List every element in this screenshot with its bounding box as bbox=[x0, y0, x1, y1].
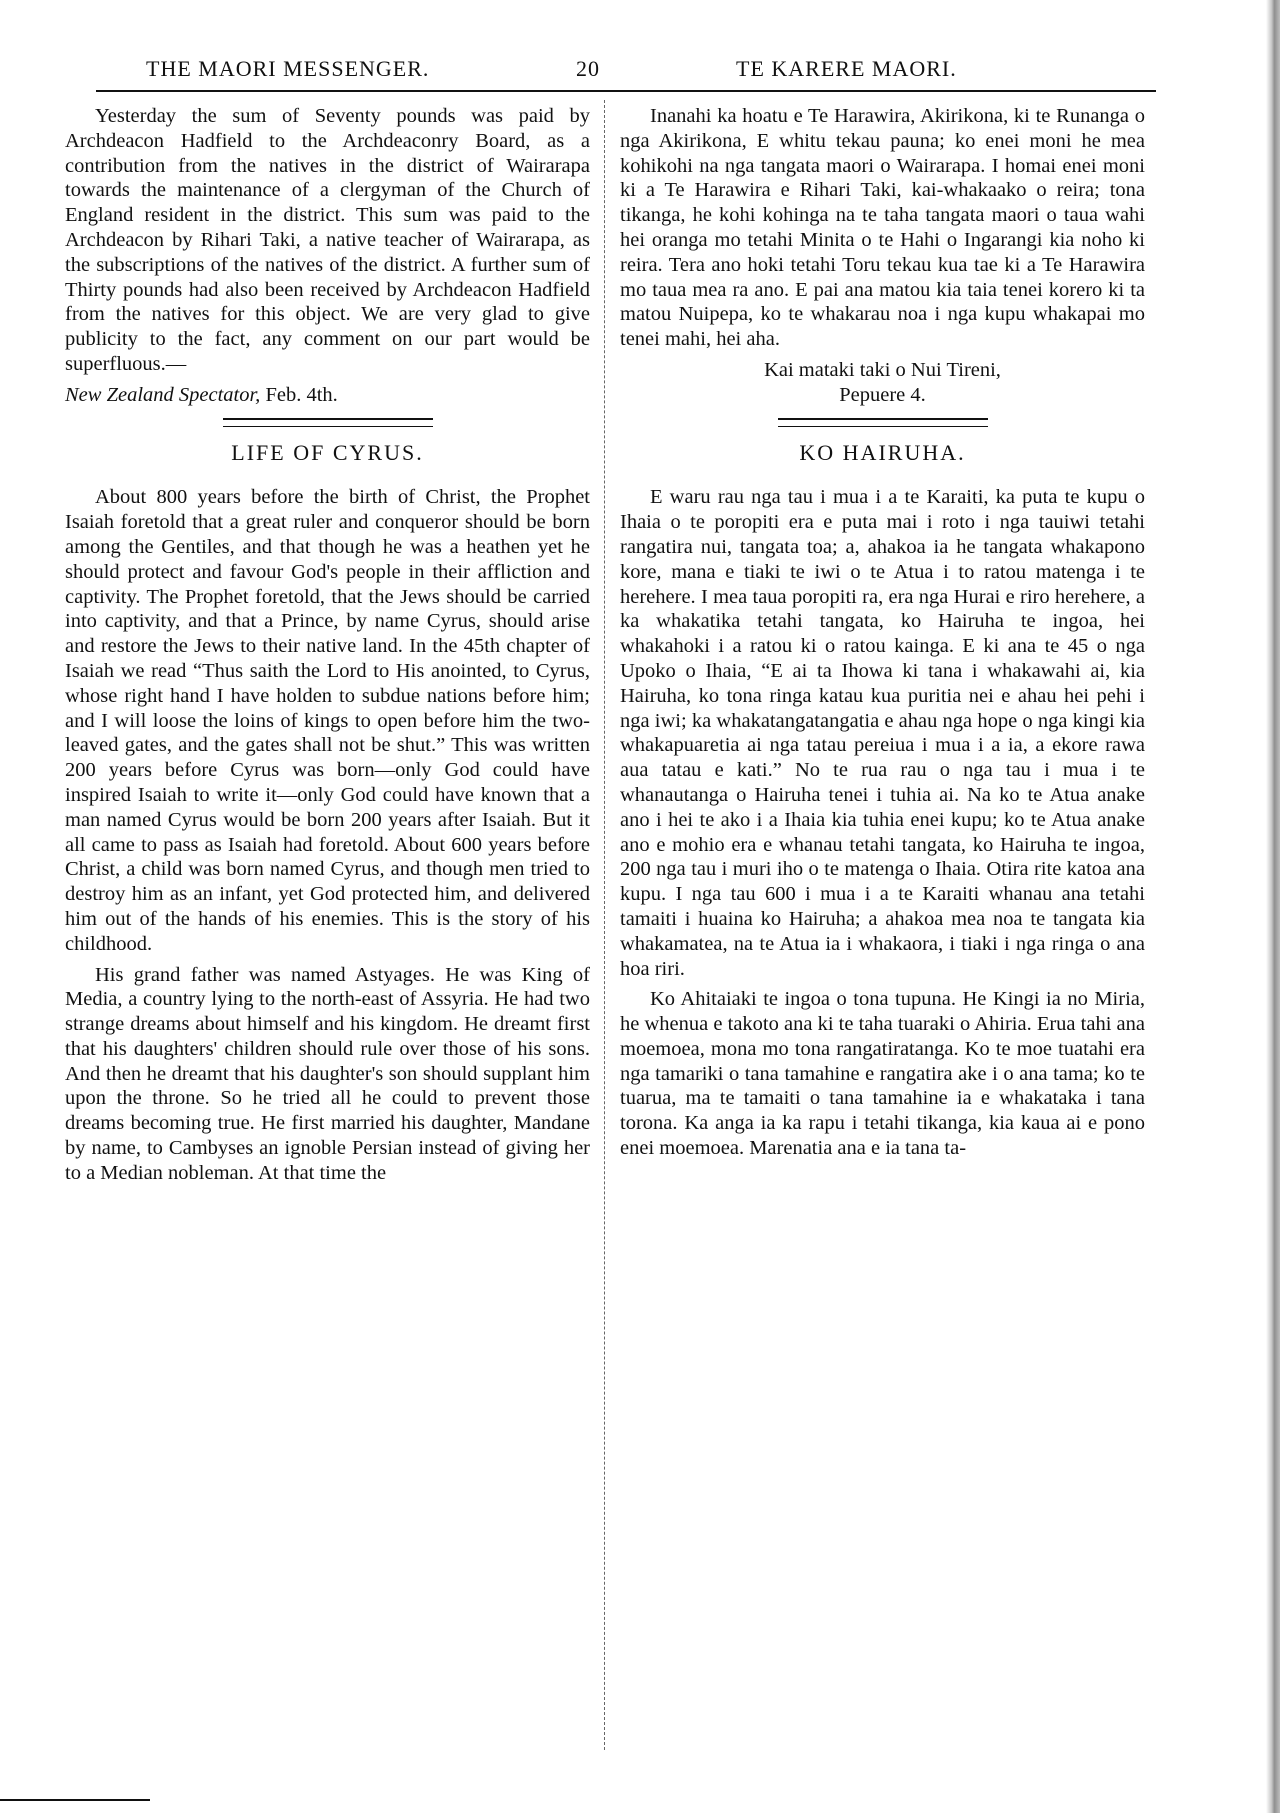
article-paragraph: Ko Ahitaiaki te ingoa o tona tupuna. He Kingi ia no Miria, he whenua e takoto ana ki te taha tuaraki o Ahiria. Erua tahi ana moemoea, mona mo tona rangatiratanga. Ko te moe tuatahi era nga tamariki o tana tamahine e rangatira ake i o ana tama; ko te tuarua, ma te tamaiti o tana tamahine ia e whakataka i tana torona. Ka anga ia ka rapu i tetahi tikanga, kia kaua ai e pono enei moemoea. Marenatia ana e ia tana ta- bbox=[620, 988, 1145, 1160]
masthead-english: THE MAORI MESSENGER. bbox=[146, 56, 430, 81]
article-title-english: LIFE OF CYRUS. bbox=[231, 439, 424, 465]
column-divider bbox=[604, 100, 606, 1750]
right-column bbox=[620, 104, 1145, 1167]
section-divider bbox=[223, 418, 433, 427]
article-title-maori: KO HAIRUHA. bbox=[799, 439, 966, 465]
signature-line: Kai mataki taki o Nui Tireni, bbox=[764, 358, 1001, 381]
source-publication: New Zealand Spectator, bbox=[65, 383, 261, 406]
news-paragraph-english: Yesterday the sum of Seventy pounds was paid by Archdeacon Hadfield to the Archdeaconry Board, as a contribution from the natives in the district of Wairarapa towards the maintenance of a clergyman of the Church of England resident in the district. This sum was paid to the Archdeacon by Rihari Taki, a native teacher of Wairarapa, as the subscriptions of the natives of the district. A further sum of Thirty pounds had also been received by Archdeacon Hadfield from the natives for this object. We are very glad to give publicity to the fact, any comment on our part would be superfluous.— bbox=[65, 105, 590, 375]
page-header bbox=[96, 52, 1156, 92]
header-rule bbox=[96, 90, 1156, 92]
news-paragraph-maori: Inanahi ka hoatu e Te Harawira, Akirikona, ki te Runanga o nga Akirikona, E whitu tekau pauna; ko enei moni he mea kohikohi na nga tangata maori o Wairarapa. I homai enei moni ki a Te Harawira e Rihari Taki, kai-whakaako o reira; tona tikanga, he kohi kohinga na te taha tangata maori o taua wahi hei oranga mo tetahi Minita o te Hahi o Ingarangi kia noho ki reira. Tera ano hoki tetahi Toru tekau kua tae ki a Te Harawira mo taua mea ra ano. E pai ana matou kia taia tenei korero ki ta matou Nuipepa, ko te whakarau noa i nga kupu whakapai mo tenei mahi, hei aha. bbox=[620, 105, 1145, 351]
source-date: Feb. 4th. bbox=[265, 383, 338, 406]
article-paragraph: About 800 years before the birth of Christ, the Prophet Isaiah foretold that a great ruler and conqueror should be born among the Gentiles, and that though he was a heathen yet he should protect and favour God's people in their affliction and captivity. The Prophet foretold, that the Jews should be carried into captivity, and that a Prince, by name Cyrus, should arise and restore the Jews to their native land. In the 45th chapter of Isaiah we read “Thus saith the Lord to His anointed, to Cyrus, whose right hand I have holden to subdue nations before him; and I will loose the loins of kings to open before him the two-leaved gates, and the gates shall not be shut.” This was written 200 years before Cyrus was born—only God could have inspired Isaiah to write it—only God could have known that a man named Cyrus would be born 200 years after Isaiah. But it all came to pass as Isaiah had foretold. About 600 years before Christ, a child was born named Cyrus, and though men tried to destroy him as an infant, yet God protected him, and delivered him out of the hands of his enemies. This is the story of his childhood. bbox=[65, 486, 590, 955]
article-paragraph: His grand father was named Astyages. He was King of Media, a country lying to the north-east of Assyria. He had two strange dreams about himself and his kingdom. He dreamt first that his daughters' children should rule over those of his sons. And then he dreamt that his daughter's son should supplant him upon the throne. So he tried all he could to prevent those dreams becoming true. He first married his daughter, Mandane by name, to Cambyses an ignoble Persian instead of giving her to a Median nobleman. At that time the bbox=[65, 963, 590, 1184]
news-source bbox=[65, 383, 590, 408]
section-divider bbox=[778, 418, 988, 427]
signature-date: Pepuere 4. bbox=[839, 383, 926, 406]
page-number: 20 bbox=[576, 56, 600, 81]
page-edge bbox=[1266, 0, 1280, 1813]
masthead-maori: TE KARERE MAORI. bbox=[736, 56, 957, 81]
article-paragraph: E waru rau nga tau i mua i a te Karaiti, ka puta te kupu o Ihaia o te poropiti era e puta mai i roto i nga tauiwi tetahi rangatira nui, tangata toa; a, ahakoa ia he tangata whakapono kore, mana e tiaki te iwi o te Atua i to ratou matenga i te herehere. I mea taua poropiti ra, era nga Hurai e riro herehere, a ka whakatika tetahi tangata, ko Hairuha te ingoa, hei whakahoki i a ratou ki o ratou kainga. E ki ana te 45 o nga Upoko o Ihaia, “E ai ta Ihowa ki tana i whakawahi ai, kia Hairuha, ko tona ringa katau kua puritia nei e ahau hei pehi i nga iwi; ka whakatangatangatia e ahau nga hope o nga kingi kia whakapuaretia ai nga tatau pereiua i mua i a ia, a ekore rawa aua tatau e kati.” No te rua rau o nga tau i mua i te whanautanga o Hairuha tenei i tuhia ai. Na ko te Atua anake ano i hei te ako i a Ihaia kia tuhia enei kupu; ko te Atua anake ano e mohio era e whanau tetahi tangata, ko Hairuha te ingoa, 200 nga tau i muri iho o te matenga o Ihaia. Otira rite katoa ana kupu. I nga tau 600 i mua i a te Karaiti whanau ana tetahi tamaiti i huaina ko Hairuha; a ahakoa mea noa te tangata kia whakamatea, na te Atua ia i whakaora, i tiaki i nga ringa o ana hoa riri. bbox=[620, 486, 1145, 980]
left-column bbox=[65, 104, 590, 1192]
bottom-rule bbox=[0, 1799, 150, 1801]
